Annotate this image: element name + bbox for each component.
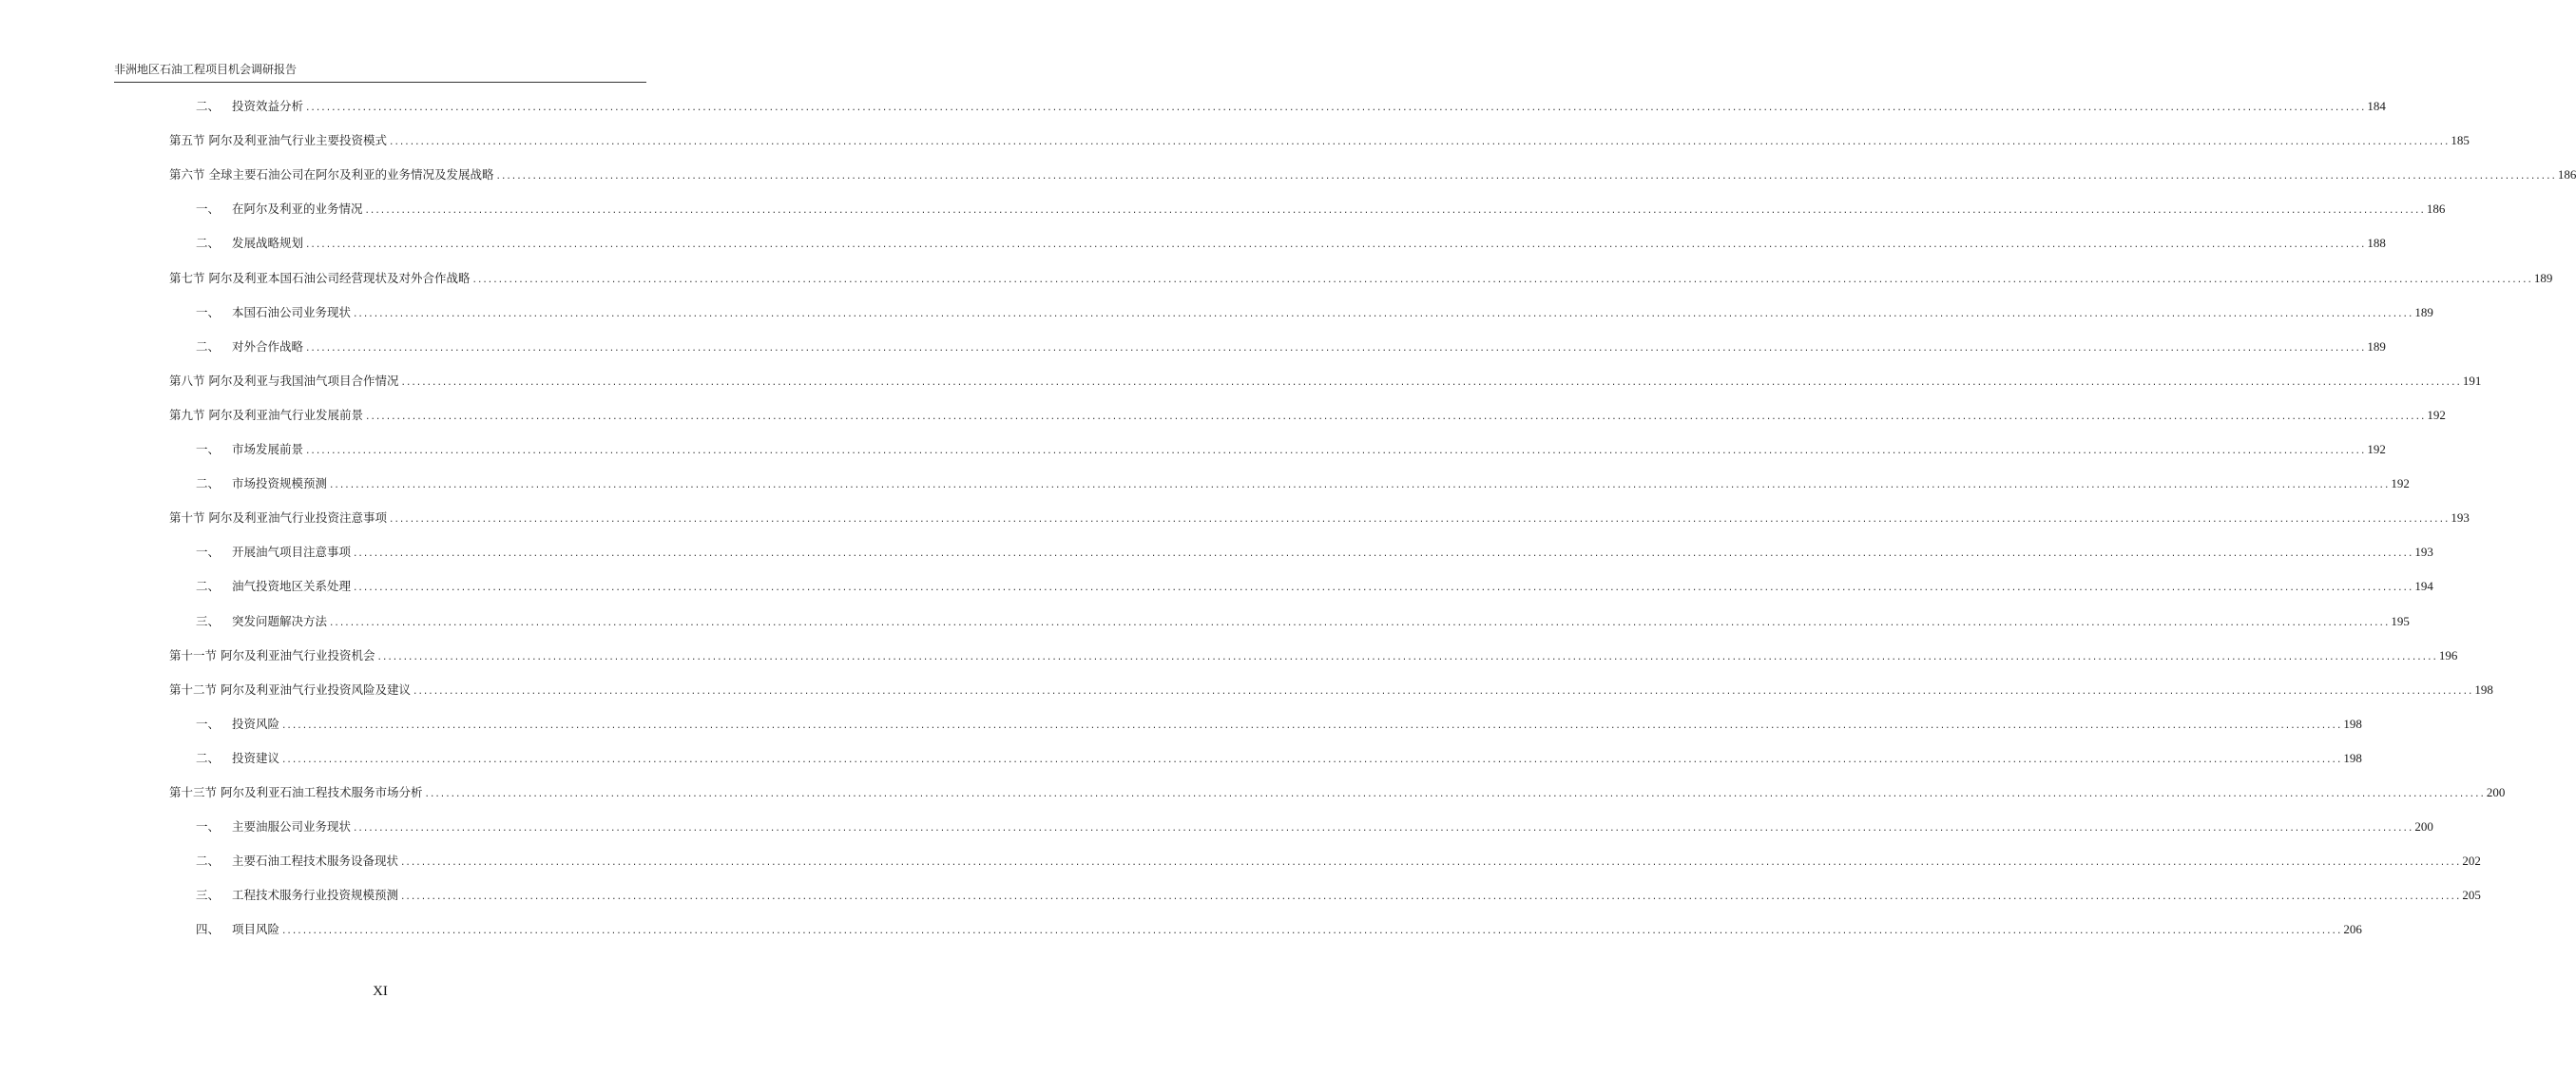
- toc-leader-dots: ................................................................................................................................................................................................................................................................................................................................................................................................................: [353, 824, 2413, 835]
- toc-entry[interactable]: [196, 200, 2446, 219]
- toc-entry-number: 一、: [196, 304, 221, 319]
- toc-entry[interactable]: [169, 165, 2576, 184]
- toc-entry-number: 一、: [196, 442, 221, 456]
- toc-leader-dots: ................................................................................................................................................................................................................................................................................................................................................................................................................: [305, 343, 2366, 354]
- toc-entry[interactable]: [196, 543, 2433, 562]
- toc-entry[interactable]: [169, 269, 2553, 288]
- toc-leader-dots: ................................................................................................................................................................................................................................................................................................................................................................................................................: [413, 686, 2473, 697]
- toc-leader-dots: ................................................................................................................................................................................................................................................................................................................................................................................................................: [329, 481, 2390, 491]
- toc-entry-title: 阿尔及利亚油气行业投资风险及建议: [221, 681, 412, 697]
- toc-entry-title: 工程技术服务行业投资规模预测: [232, 888, 399, 903]
- toc-entry-page: 198: [2343, 716, 2362, 731]
- toc-entry-number: 一、: [196, 202, 221, 217]
- toc-leader-dots: ................................................................................................................................................................................................................................................................................................................................................................................................................: [471, 275, 2532, 285]
- toc-entry-title: 投资风险: [232, 716, 280, 731]
- toc-entry-title: 投资建议: [232, 750, 280, 765]
- toc-leader-dots: ................................................................................................................................................................................................................................................................................................................................................................................................................: [400, 893, 2461, 903]
- toc-entry-page: 198: [2474, 681, 2493, 697]
- toc-entry-number: 第十节: [169, 510, 205, 526]
- toc-leader-dots: ................................................................................................................................................................................................................................................................................................................................................................................................................: [353, 549, 2413, 560]
- toc-leader-dots: ................................................................................................................................................................................................................................................................................................................................................................................................................: [329, 618, 2390, 628]
- toc-entry-page: 205: [2462, 888, 2481, 903]
- toc-entry-number: 第十二节: [169, 681, 218, 697]
- toc-leader-dots: ................................................................................................................................................................................................................................................................................................................................................................................................................: [353, 309, 2413, 319]
- toc-leader-dots: ................................................................................................................................................................................................................................................................................................................................................................................................................: [376, 652, 2437, 662]
- toc-entry-title: 主要油服公司业务现状: [232, 819, 352, 835]
- toc-entry-number: 一、: [196, 545, 221, 560]
- toc-leader-dots: ................................................................................................................................................................................................................................................................................................................................................................................................................: [305, 104, 2366, 113]
- toc-entry-number: 二、: [196, 579, 221, 594]
- toc-entry-number: 第八节: [169, 373, 205, 388]
- toc-entry-title: 市场投资规模预测: [232, 476, 328, 491]
- toc-leader-dots: ................................................................................................................................................................................................................................................................................................................................................................................................................: [389, 138, 2450, 148]
- toc-entry-number: 三、: [196, 613, 221, 628]
- toc-leader-dots: ................................................................................................................................................................................................................................................................................................................................................................................................................: [281, 755, 2342, 765]
- toc-entry-number: 三、: [196, 888, 221, 903]
- toc-entry-number: 第十三节: [169, 785, 218, 799]
- toc-entry-page: 195: [2391, 613, 2410, 628]
- toc-entry-title: 项目风险: [232, 922, 280, 937]
- toc-entry-number: 二、: [196, 236, 221, 251]
- toc-entry-page: 188: [2367, 236, 2386, 251]
- toc-entry-number: 二、: [196, 338, 221, 354]
- toc-entry[interactable]: [169, 372, 2482, 391]
- toc-entry-number: 第五节: [169, 133, 205, 148]
- toc-leader-dots: ................................................................................................................................................................................................................................................................................................................................................................................................................: [364, 206, 2425, 217]
- toc-entry-page: 184: [2367, 99, 2386, 113]
- toc-entry-page: 185: [2451, 133, 2470, 148]
- toc-entry-title: 在阿尔及利亚的业务情况: [232, 202, 363, 217]
- page-number: XI: [373, 984, 388, 999]
- toc-entry-number: 四、: [196, 922, 221, 937]
- toc-entry-page: 186: [2426, 202, 2446, 217]
- toc-entry[interactable]: [169, 509, 2470, 528]
- toc-entry-number: 第七节: [169, 270, 205, 285]
- toc-entry-page: 193: [2451, 510, 2470, 526]
- toc-leader-dots: ................................................................................................................................................................................................................................................................................................................................................................................................................: [400, 377, 2461, 388]
- toc-entry-page: 192: [2427, 407, 2446, 422]
- toc-entry[interactable]: [196, 337, 2386, 356]
- toc-entry-page: 194: [2414, 579, 2433, 594]
- toc-leader-dots: ................................................................................................................................................................................................................................................................................................................................................................................................................: [305, 240, 2366, 251]
- toc-entry[interactable]: [196, 715, 2362, 734]
- toc-leader-dots: ................................................................................................................................................................................................................................................................................................................................................................................................................: [365, 412, 2426, 422]
- toc-entry-title: 阿尔及利亚油气行业发展前景: [208, 407, 364, 422]
- toc-leader-dots: ................................................................................................................................................................................................................................................................................................................................................................................................................: [305, 447, 2366, 456]
- toc-entry[interactable]: [196, 234, 2386, 253]
- toc-entry[interactable]: [196, 97, 2386, 116]
- toc-entry-page: 198: [2343, 750, 2362, 765]
- toc-leader-dots: ................................................................................................................................................................................................................................................................................................................................................................................................................: [281, 720, 2342, 731]
- toc-entry-number: 二、: [196, 99, 221, 113]
- toc-entry-page: 193: [2414, 545, 2433, 560]
- toc-entry[interactable]: [196, 749, 2362, 768]
- running-header: 非洲地区石油工程项目机会调研报告: [114, 63, 298, 76]
- toc-entry-page: 192: [2367, 442, 2386, 456]
- toc-entry[interactable]: [169, 131, 2470, 150]
- toc-entry[interactable]: [196, 577, 2433, 596]
- toc-entry-title: 阿尔及利亚油气行业投资注意事项: [208, 510, 388, 526]
- toc-entry-number: 一、: [196, 716, 221, 731]
- toc-entry-page: 189: [2533, 270, 2553, 285]
- toc-entry[interactable]: [196, 817, 2433, 836]
- toc-entry-title: 阿尔及利亚本国石油公司经营现状及对外合作战略: [208, 270, 471, 285]
- toc-entry-title: 阿尔及利亚石油工程技术服务市场分析: [221, 785, 423, 799]
- toc-leader-dots: ................................................................................................................................................................................................................................................................................................................................................................................................................: [389, 515, 2450, 526]
- toc-entry-page: 206: [2343, 922, 2362, 937]
- toc-entry-title: 全球主要石油公司在阿尔及利亚的业务情况及发展战略: [208, 167, 494, 182]
- toc-entry-title: 油气投资地区关系处理: [232, 579, 352, 594]
- toc-entry-title: 本国石油公司业务现状: [232, 304, 352, 319]
- toc-entry-title: 阿尔及利亚油气行业主要投资模式: [208, 133, 388, 148]
- toc-entry[interactable]: [196, 920, 2362, 939]
- toc-leader-dots: ................................................................................................................................................................................................................................................................................................................................................................................................................: [424, 790, 2485, 799]
- toc-entry[interactable]: [196, 474, 2410, 493]
- toc-entry-title: 阿尔及利亚与我国油气项目合作情况: [208, 373, 399, 388]
- toc-entry-page: 200: [2486, 785, 2506, 799]
- toc-entry[interactable]: [196, 612, 2410, 631]
- toc-leader-dots: ................................................................................................................................................................................................................................................................................................................................................................................................................: [495, 172, 2556, 182]
- toc-entry-title: 对外合作战略: [232, 338, 304, 354]
- toc-entry[interactable]: [169, 783, 2506, 802]
- header-rule: [114, 82, 646, 83]
- toc-entry-page: 196: [2438, 647, 2458, 662]
- toc-leader-dots: ................................................................................................................................................................................................................................................................................................................................................................................................................: [400, 858, 2461, 869]
- toc-entry[interactable]: [196, 440, 2386, 459]
- toc-entry-page: 191: [2462, 373, 2482, 388]
- toc-entry-number: 二、: [196, 854, 221, 869]
- toc-entry-title: 阿尔及利亚油气行业投资机会: [221, 647, 375, 662]
- toc-entry[interactable]: [196, 852, 2481, 871]
- toc-entry-number: 第九节: [169, 407, 205, 422]
- toc-entry-title: 发展战略规划: [232, 236, 304, 251]
- toc-entry-number: 二、: [196, 476, 221, 491]
- toc-leader-dots: ................................................................................................................................................................................................................................................................................................................................................................................................................: [353, 584, 2413, 594]
- toc-entry-title: 投资效益分析: [232, 99, 304, 113]
- toc-entry[interactable]: [169, 646, 2458, 665]
- toc-entry-title: 主要石油工程技术服务设备现状: [232, 854, 399, 869]
- toc-entry-page: 186: [2557, 167, 2576, 182]
- toc-entry-title: 市场发展前景: [232, 442, 304, 456]
- toc-entry-number: 二、: [196, 750, 221, 765]
- toc-entry-number: 一、: [196, 819, 221, 835]
- toc-leader-dots: ................................................................................................................................................................................................................................................................................................................................................................................................................: [281, 927, 2342, 937]
- toc-entry[interactable]: [196, 303, 2433, 322]
- toc-entry-number: 第十一节: [169, 647, 218, 662]
- toc-entry-page: 189: [2367, 338, 2386, 354]
- toc-entry-page: 192: [2391, 476, 2410, 491]
- toc-entry-page: 200: [2414, 819, 2433, 835]
- toc-entry[interactable]: [169, 406, 2446, 425]
- toc-entry-page: 202: [2462, 854, 2481, 869]
- toc-entry-page: 189: [2414, 304, 2433, 319]
- toc-entry[interactable]: [169, 681, 2493, 700]
- toc-entry-title: 突发问题解决方法: [232, 613, 328, 628]
- toc-entry-number: 第六节: [169, 167, 205, 182]
- toc-entry[interactable]: [196, 886, 2481, 905]
- toc-entry-title: 开展油气项目注意事项: [232, 545, 352, 560]
